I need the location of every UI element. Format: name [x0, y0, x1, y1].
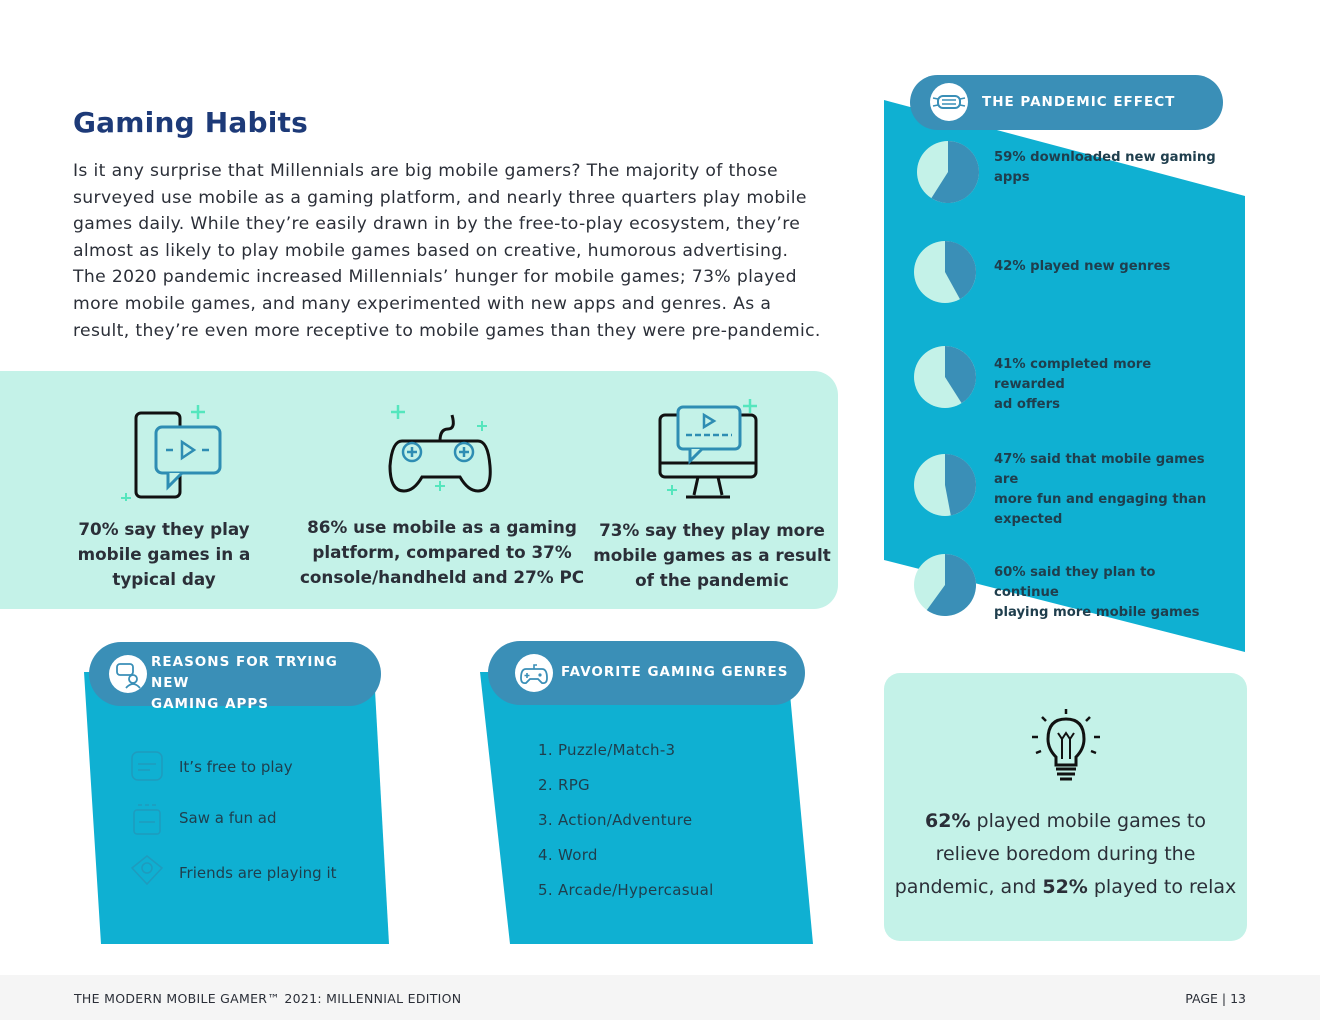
stat-pandemic-more: 73% say they play more mobile games as a result of the pandemic	[593, 520, 831, 590]
pie-chart	[913, 345, 977, 409]
genre-item: 2. RPG	[538, 776, 590, 794]
stat-mobile-platform: 86% use mobile as a gaming platform, compared to 37% console/handheld and 27% PC	[299, 517, 585, 587]
free-tag-icon	[128, 746, 166, 786]
pie-value-slice	[945, 454, 976, 515]
lightbulb-icon	[1030, 709, 1102, 787]
reason-item: Saw a fun ad	[179, 809, 277, 827]
genre-item: 3. Action/Adventure	[538, 811, 693, 829]
stat-daily-play: 70% say they play mobile games in a typical day	[77, 519, 251, 589]
pie-chart	[916, 140, 980, 204]
reasons-heading-pill: REASONS FOR TRYING NEW GAMING APPS	[89, 642, 381, 706]
page-title: Gaming Habits	[73, 106, 308, 139]
genre-item: 4. Word	[538, 846, 598, 864]
pie-chart	[913, 453, 977, 517]
genres-panel-background	[480, 672, 814, 944]
genres-heading-pill: FAVORITE GAMING GENRES	[488, 641, 805, 705]
pandemic-heading-pill: THE PANDEMIC EFFECT	[910, 75, 1223, 130]
boredom-text: 62% played mobile games to relieve boredom during the pandemic, and 52% played to relax	[894, 810, 1237, 898]
pie-chart	[913, 553, 977, 617]
reason-item: Friends are playing it	[179, 864, 337, 882]
genre-item: 5. Arcade/Hypercasual	[538, 881, 714, 899]
stats-band	[0, 371, 838, 609]
mask-icon	[930, 83, 968, 121]
reason-item: It’s free to play	[179, 758, 293, 776]
friends-icon	[128, 852, 166, 892]
chat-person-icon	[109, 655, 147, 693]
pie-chart	[913, 240, 977, 304]
monitor-video-icon	[652, 397, 772, 507]
ad-screen-icon	[128, 800, 166, 840]
genre-item: 1. Puzzle/Match-3	[538, 741, 676, 759]
boredom-card	[884, 673, 1247, 941]
controller-icon	[515, 654, 553, 692]
footer-report-title: THE MODERN MOBILE GAMER™ 2021: MILLENNIAL EDITION	[74, 991, 462, 1006]
phone-video-chat-icon	[118, 401, 228, 501]
footer-page-number: PAGE | 13	[1185, 991, 1246, 1006]
gamepad-icon	[382, 401, 502, 501]
intro-paragraph: Is it any surprise that Millennials are big mobile gamers? The majority of those surveyed use mobile as a gaming platform, and nearly three quarters play mobile games daily. While they’re easily drawn in by the free-to-play ecosystem, they’re almost as likely to play mobile games based on creative, humorous advertising. The 2020 pandemic increased Millennials’ hunger for mobile games; 73% played more mobile games, and many experimented with new apps and genres. As a result, they’re even more receptive to mobile games than they were pre-pandemic.	[73, 161, 821, 341]
page-footer	[0, 975, 1320, 1020]
